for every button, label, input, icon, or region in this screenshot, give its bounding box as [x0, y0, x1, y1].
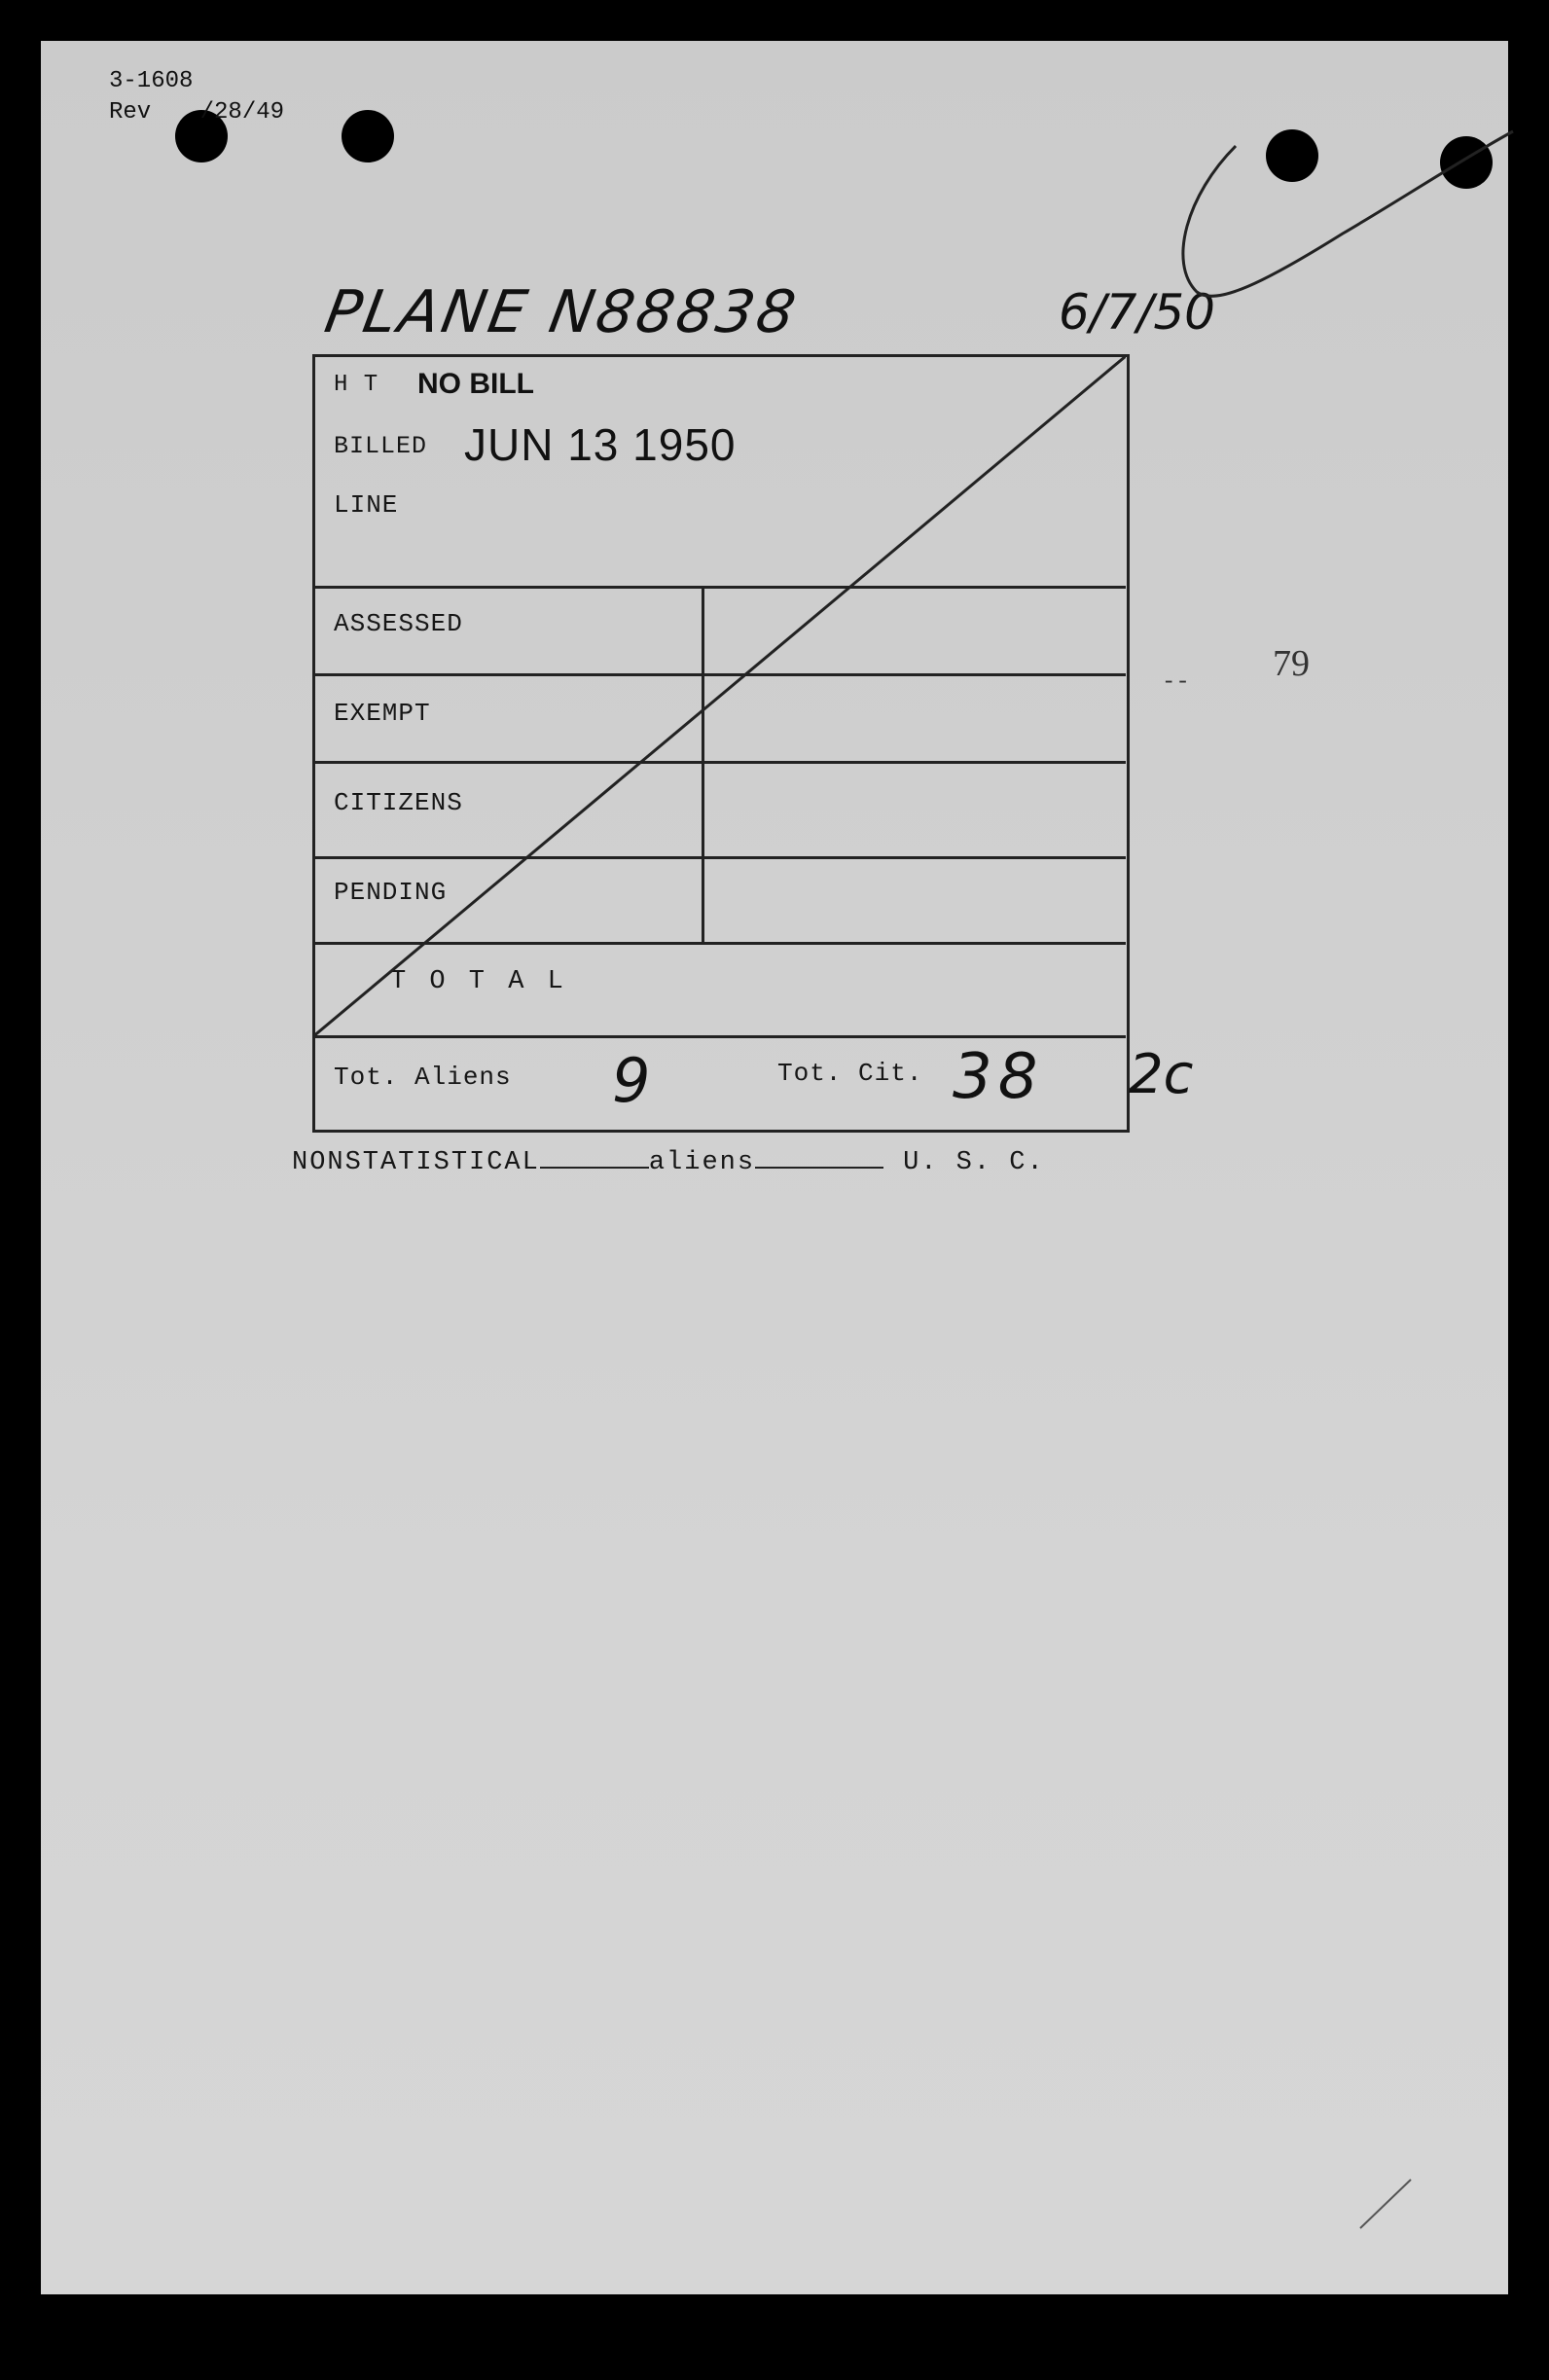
total-citizens-label: Tot. Cit. — [777, 1059, 923, 1088]
manifest-form — [312, 354, 1126, 1129]
total-citizens-value: 38 — [953, 1041, 1044, 1113]
pen-stroke-curve — [1148, 117, 1518, 311]
usc-label: U. S. C. — [903, 1148, 1045, 1177]
nonstat-blank — [540, 1167, 649, 1169]
nonstat-label: NONSTATISTICAL — [292, 1148, 540, 1177]
form-number-line1: 3-1608 — [109, 68, 194, 94]
row-label-assessed: ASSESSED — [334, 609, 463, 638]
form-revision-date: /28/49 — [199, 99, 285, 126]
line-label: LINE — [334, 490, 399, 520]
aliens-label: aliens — [648, 1148, 756, 1177]
punch-hole — [342, 110, 394, 162]
form-revision: Rev /28/49 — [109, 99, 285, 126]
date-handwritten: 6/7/50 — [1059, 284, 1215, 341]
row-label-pending: PENDING — [334, 878, 448, 907]
row-label-exempt: EXEMPT — [334, 699, 431, 728]
total-aliens-label: Tot. Aliens — [334, 1063, 512, 1092]
strike-through-line — [312, 354, 1126, 1129]
total-aliens-value: 9 — [612, 1045, 651, 1116]
ht-label: H T — [334, 372, 379, 398]
margin-dash: -- — [1162, 669, 1190, 696]
no-bill-stamp: NO BILL — [417, 368, 534, 400]
plane-number-handwritten: PLANE N88838 — [319, 278, 804, 346]
form-number — [109, 66, 284, 128]
margin-number: 79 — [1273, 643, 1310, 684]
nonstatistical-line — [292, 1148, 1045, 1177]
initials-handwritten: 2c — [1129, 1043, 1194, 1106]
row-label-citizens: CITIZENS — [334, 788, 463, 817]
aliens-blank — [755, 1167, 883, 1169]
pen-mark — [1352, 2170, 1421, 2238]
billed-date-stamp: JUN 13 1950 — [464, 419, 737, 470]
total-label: T O T A L — [390, 967, 567, 996]
billed-label: BILLED — [334, 432, 428, 460]
